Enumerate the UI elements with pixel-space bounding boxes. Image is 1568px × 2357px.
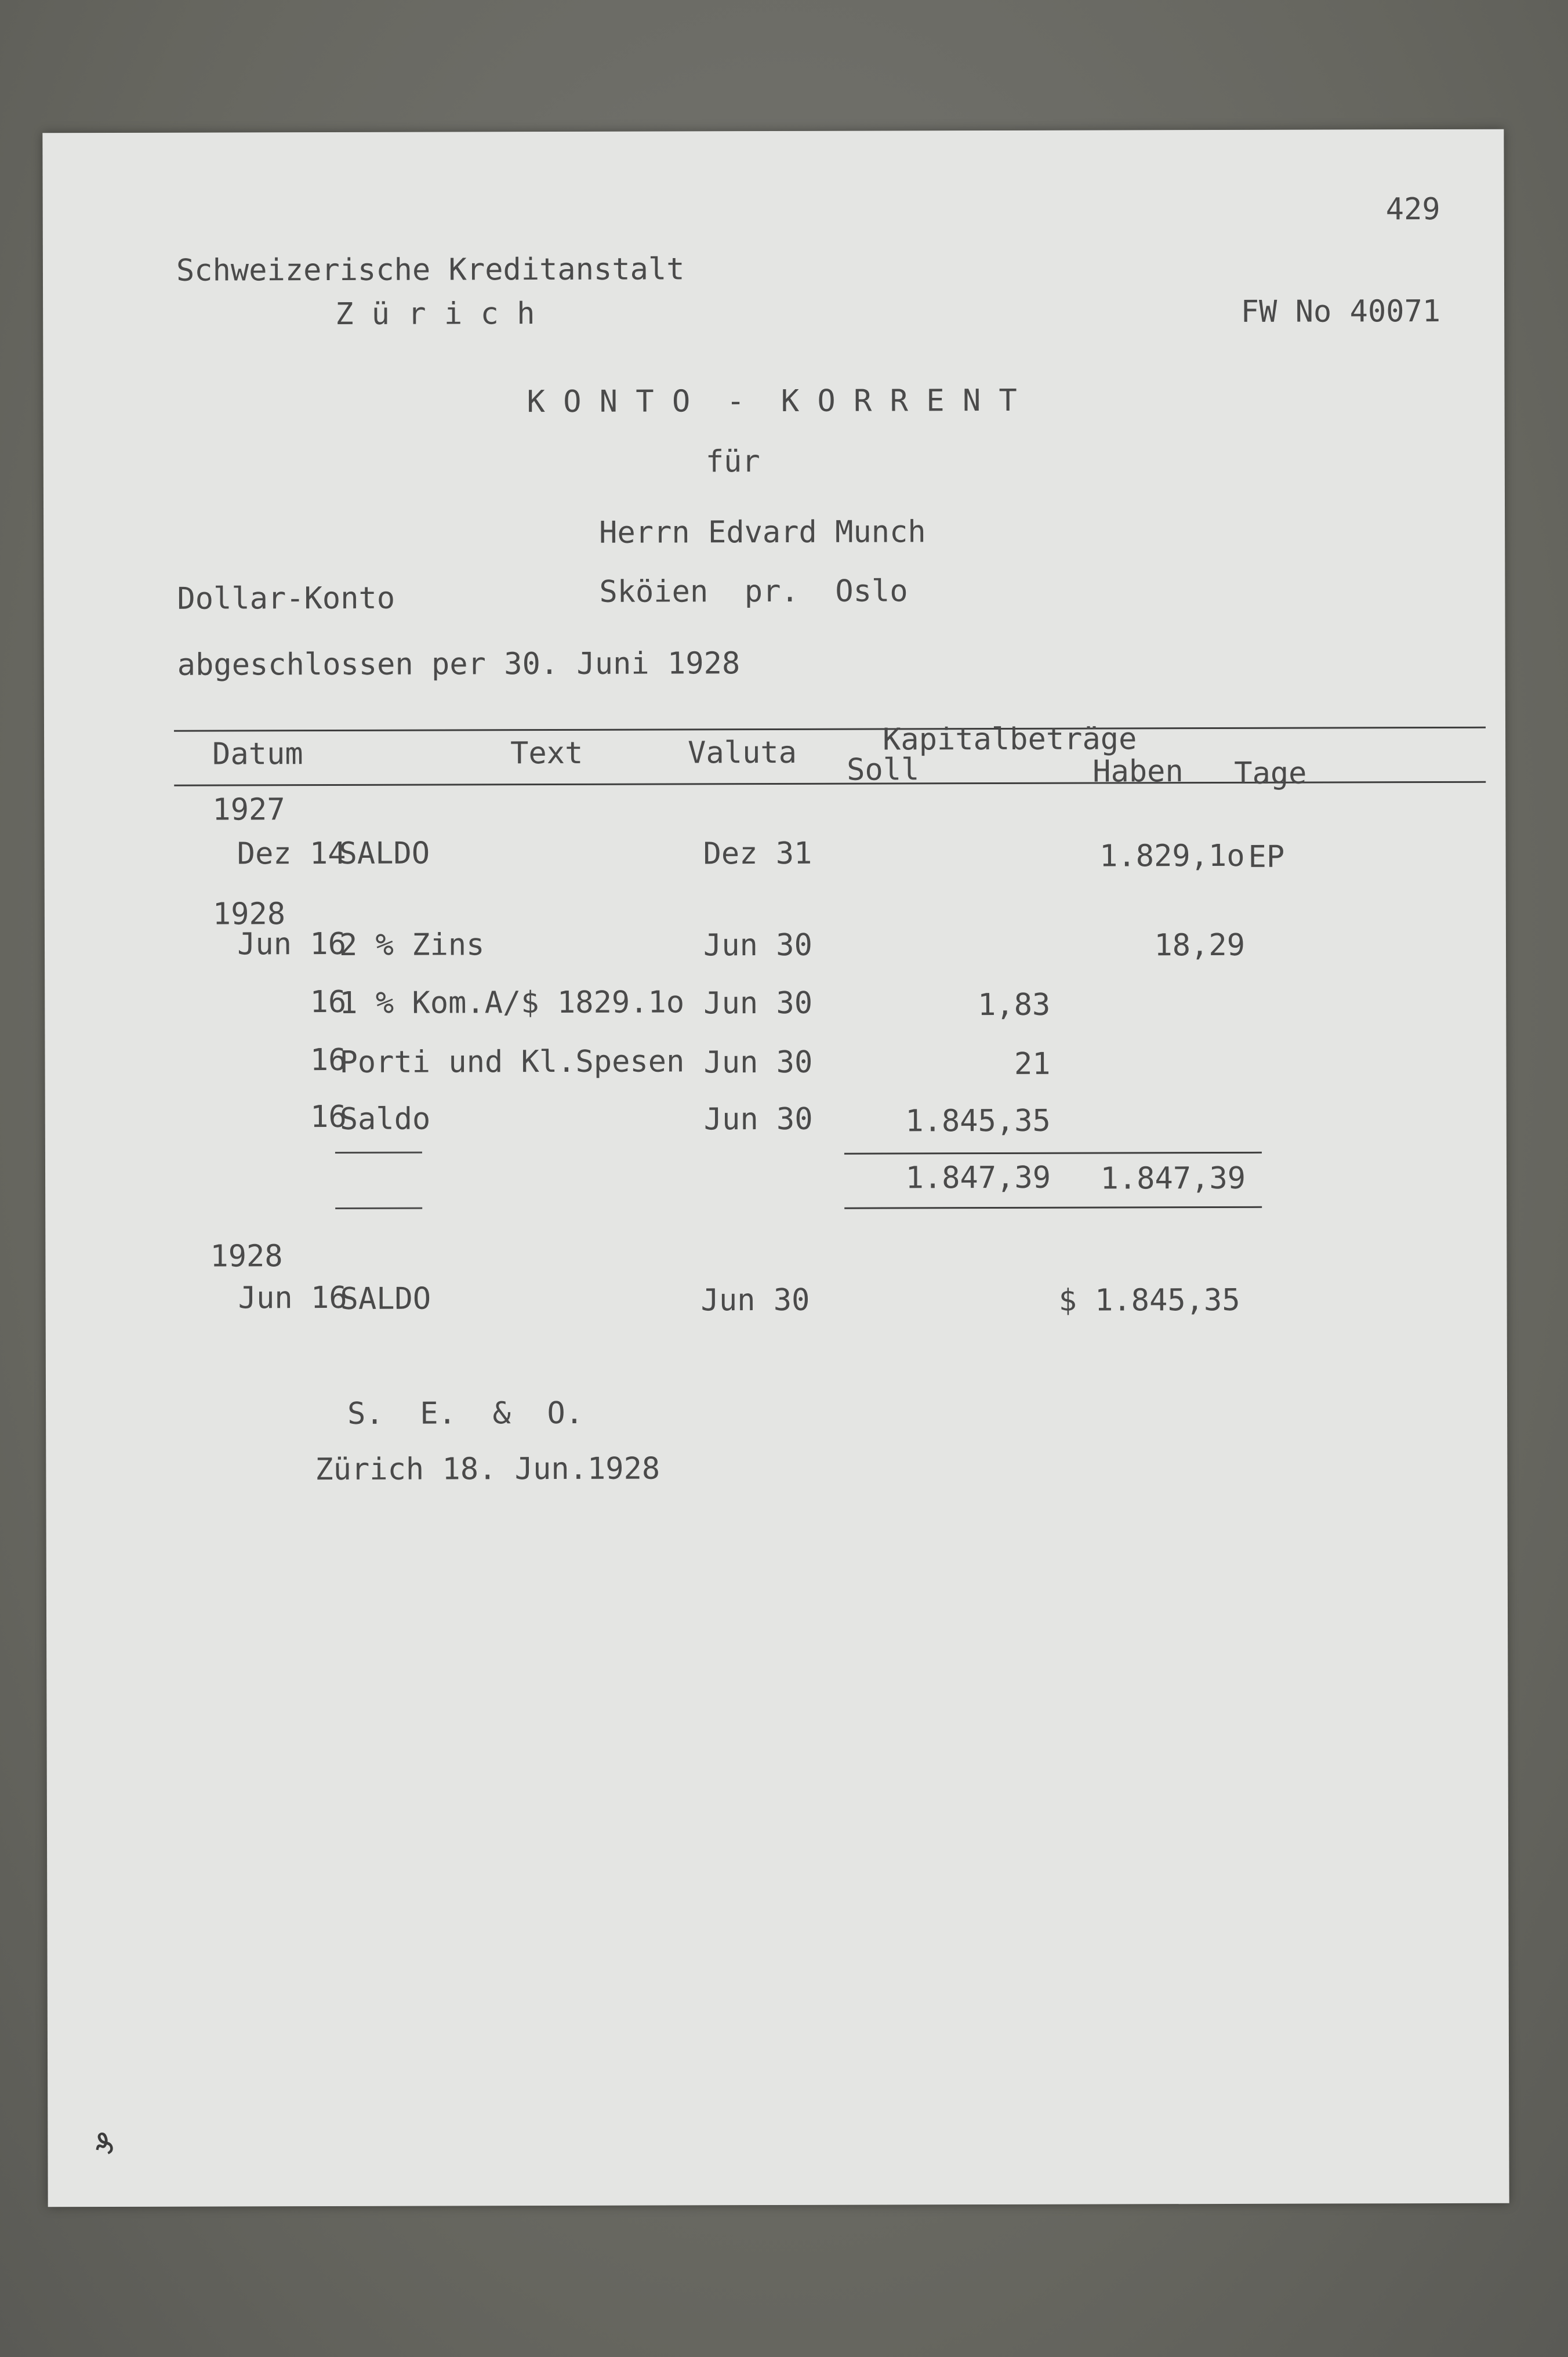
row-datum: Dez 14 [237, 836, 346, 872]
place-date: Zürich 18. Jun.1928 [315, 1451, 660, 1488]
row-haben: 18,29 [1154, 927, 1246, 963]
page-number: 429 [1385, 191, 1440, 227]
row-valuta: Jun 30 [703, 927, 812, 963]
sum-rule-top [844, 1152, 1262, 1155]
row-datum: 16 [310, 1042, 347, 1078]
header-kapitalbetraege: Kapitalbeträge [882, 721, 1137, 757]
row-text: 1 % Kom.A/$ 1829.1o [339, 985, 685, 1021]
header-text: Text [510, 735, 583, 771]
row-haben: 1.829,1o [1099, 838, 1245, 874]
table-top-rule [174, 727, 1486, 732]
header-tage: Tage [1234, 756, 1307, 791]
row-soll: 21 [1014, 1046, 1051, 1082]
row-valuta: Jun 30 [700, 1282, 810, 1318]
row-text: SALDO [339, 836, 430, 871]
year-1928-closing: 1928 [210, 1239, 283, 1274]
header-valuta: Valuta [688, 735, 797, 771]
row-valuta: Dez 31 [703, 836, 812, 872]
row-text: SALDO [340, 1281, 431, 1317]
row-datum: 16 [310, 984, 347, 1020]
document-title: K O N T O - K O R R E N T [527, 383, 1017, 420]
row-text: 2 % Zins [339, 927, 485, 963]
row-datum: 16 [310, 1099, 347, 1135]
text-column-dash [335, 1207, 422, 1209]
row-haben: $ 1.845,35 [1058, 1282, 1240, 1318]
bank-city: Z ü r i c h [335, 296, 535, 332]
row-datum: Jun 16 [238, 1280, 347, 1316]
for-label: für [705, 444, 760, 480]
header-soll: Soll [847, 752, 920, 788]
header-haben: Haben [1092, 754, 1184, 789]
year-1928: 1928 [212, 897, 286, 932]
row-datum: Jun 16 [237, 926, 347, 962]
account-type: Dollar-Konto [177, 581, 395, 617]
row-valuta: Jun 30 [703, 985, 813, 1021]
recipient-name: Herrn Edvard Munch [599, 514, 926, 550]
saldo-underline [335, 1152, 422, 1154]
reference-number: FW No 40071 [1240, 293, 1441, 329]
document-page [42, 129, 1509, 2207]
row-text: Porti und Kl.Spesen [339, 1044, 685, 1080]
row-valuta: Jun 30 [703, 1045, 813, 1080]
row-tage: EP [1248, 839, 1285, 875]
row-valuta: Jun 30 [703, 1101, 813, 1137]
closing-date: abgeschlossen per 30. Juni 1928 [177, 646, 741, 683]
row-soll: 1.845,35 [905, 1103, 1051, 1139]
total-soll: 1.847,39 [905, 1160, 1051, 1196]
bank-name: Schweizerische Kreditanstalt [176, 252, 685, 288]
header-datum: Datum [212, 737, 303, 772]
recipient-address: Sköien pr. Oslo [599, 574, 908, 610]
margin-mark: ₰ [88, 2126, 119, 2165]
total-haben: 1.847,39 [1100, 1161, 1246, 1196]
sum-rule-bottom [844, 1206, 1262, 1209]
row-soll: 1,83 [977, 987, 1051, 1023]
year-1927: 1927 [212, 792, 285, 828]
row-text: Saldo [339, 1101, 431, 1137]
seo-note: S. E. & O. [347, 1395, 584, 1431]
